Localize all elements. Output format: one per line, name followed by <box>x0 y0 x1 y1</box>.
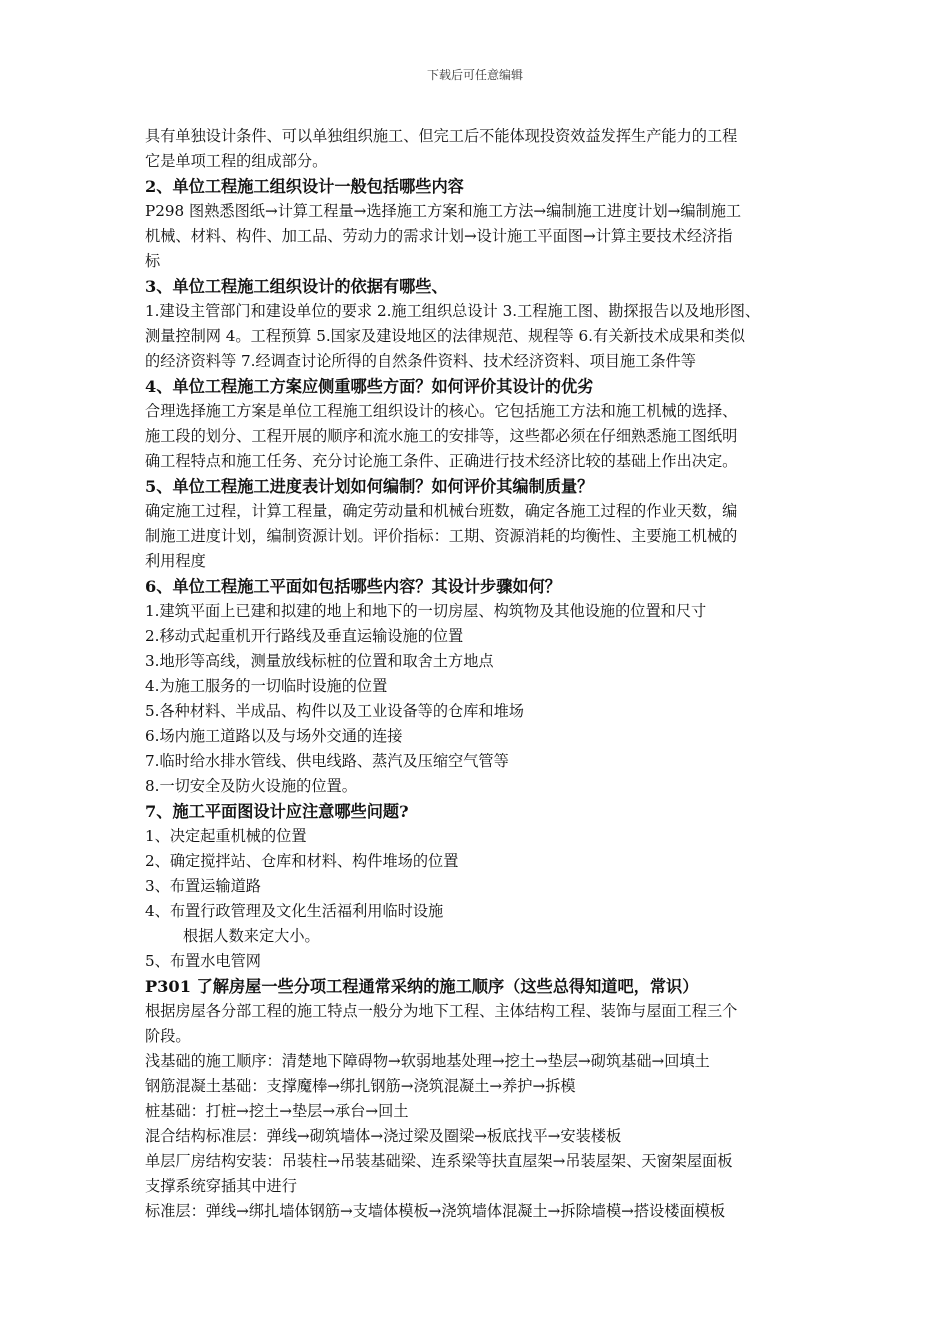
text-line: 4、布置行政管理及文化生活福利用临时设施 <box>145 902 444 920</box>
text-line: 浅基础的施工顺序：清楚地下障碍物→软弱地基处理→挖土→垫层→砌筑基础→回填土 <box>145 1052 710 1070</box>
text-line: 标准层：弹线→绑扎墙体钢筋→支墙体模板→浇筑墙体混凝土→拆除墙模→搭设楼面模板 <box>145 1202 726 1220</box>
section-heading: 7、施工平面图设计应注意哪些问题? <box>145 802 409 821</box>
text-line: 2、确定搅拌站、仓库和材料、构件堆场的位置 <box>145 852 459 870</box>
text-line: 2.移动式起重机开行路线及垂直运输设施的位置 <box>145 627 464 645</box>
text-line: 测量控制网 4。工程预算 5.国家及建设地区的法律规范、规程等 6.有关新技术成果和类似 <box>145 327 745 345</box>
text-line: 混合结构标准层：弹线→砌筑墙体→浇过梁及圈梁→板底找平→安装楼板 <box>145 1127 622 1145</box>
text-line: 支撑系统穿插其中进行 <box>145 1177 297 1195</box>
text-line: 5、布置水电管网 <box>145 952 261 970</box>
text-line: 3.地形等高线，测量放线标桩的位置和取舍土方地点 <box>145 652 494 670</box>
text-line: 1.建筑平面上已建和拟建的地上和地下的一切房屋、构筑物及其他设施的位置和尺寸 <box>145 602 707 620</box>
text-line: 确工程特点和施工任务、充分讨论施工条件、正确进行技术经济比较的基础上作出决定。 <box>145 452 738 470</box>
section-heading: 4、单位工程施工方案应侧重哪些方面？如何评价其设计的优劣 <box>145 377 594 396</box>
document-body <box>145 124 815 1224</box>
text-line: 钢筋混凝土基础：支撑魔棒→绑扎钢筋→浇筑混凝土→养护→拆模 <box>145 1077 576 1095</box>
text-line: 根据房屋各分部工程的施工特点一般分为地下工程、主体结构工程、装饰与屋面工程三个 <box>145 1002 738 1020</box>
text-line: 确定施工过程，计算工程量，确定劳动量和机械台班数，确定各施工过程的作业天数，编 <box>145 502 738 520</box>
text-line: 施工段的划分、工程开展的顺序和流水施工的安排等，这些都必须在仔细熟悉施工图纸明 <box>145 427 738 445</box>
text-line: 制施工进度计划，编制资源计划。评价指标：工期、资源消耗的均衡性、主要施工机械的 <box>145 527 738 545</box>
text-line: P298 图熟悉图纸→计算工程量→选择施工方案和施工方法→编制施工进度计划→编制施工 <box>145 202 742 220</box>
text-line: 1.建设主管部门和建设单位的要求 2.施工组织总设计 3.工程施工图、勘探报告以及地形图、 <box>145 302 761 320</box>
text-line: 合理选择施工方案是单位工程施工组织设计的核心。它包括施工方法和施工机械的选择、 <box>145 402 738 420</box>
text-line: 标 <box>145 252 161 270</box>
text-line: 4.为施工服务的一切临时设施的位置 <box>145 677 388 695</box>
text-line: 利用程度 <box>145 552 206 570</box>
section-heading: 5、单位工程施工进度表计划如何编制？如何评价其编制质量？ <box>145 477 594 496</box>
text-line: 3、布置运输道路 <box>145 877 261 895</box>
text-line: 5.各种材料、半成品、构件以及工业设备等的仓库和堆场 <box>145 702 524 720</box>
text-line: 7.临时给水排水管线、供电线路、蒸汽及压缩空气管等 <box>145 752 509 770</box>
text-line: 1、决定起重机械的位置 <box>145 827 307 845</box>
text-line: 机械、材料、构件、加工品、劳动力的需求计划→设计施工平面图→计算主要技术经济指 <box>145 227 733 245</box>
page-header: 下载后可任意编辑 <box>426 68 523 82</box>
section-heading: 3、单位工程施工组织设计的依据有哪些、 <box>145 277 448 296</box>
section-heading: 6、单位工程施工平面如包括哪些内容？其设计步骤如何？ <box>145 577 561 596</box>
section-heading: 2、单位工程施工组织设计一般包括哪些内容 <box>145 177 464 196</box>
text-line: 的经济资料等 7.经调查讨论所得的自然条件资料、技术经济资料、项目施工条件等 <box>145 352 696 370</box>
text-line: 桩基础：打桩→挖土→垫层→承台→回土 <box>145 1102 409 1120</box>
section-heading: P301 了解房屋一些分项工程通常采纳的施工顺序（这些总得知道吧，常识） <box>145 977 699 996</box>
text-line: 阶段。 <box>145 1027 191 1045</box>
text-line: 8.一切安全及防火设施的位置。 <box>145 777 357 795</box>
text-line: 单层厂房结构安装：吊装柱→吊装基础梁、连系梁等扶直屋架→吊装屋架、天窗架屋面板 <box>145 1152 733 1170</box>
text-line: 根据人数来定大小。 <box>183 927 320 945</box>
text-line: 6.场内施工道路以及与场外交通的连接 <box>145 727 403 745</box>
text-line: 具有单独设计条件、可以单独组织施工、但完工后不能体现投资效益发挥生产能力的工程 <box>145 127 738 145</box>
text-line: 它是单项工程的组成部分。 <box>145 152 328 170</box>
